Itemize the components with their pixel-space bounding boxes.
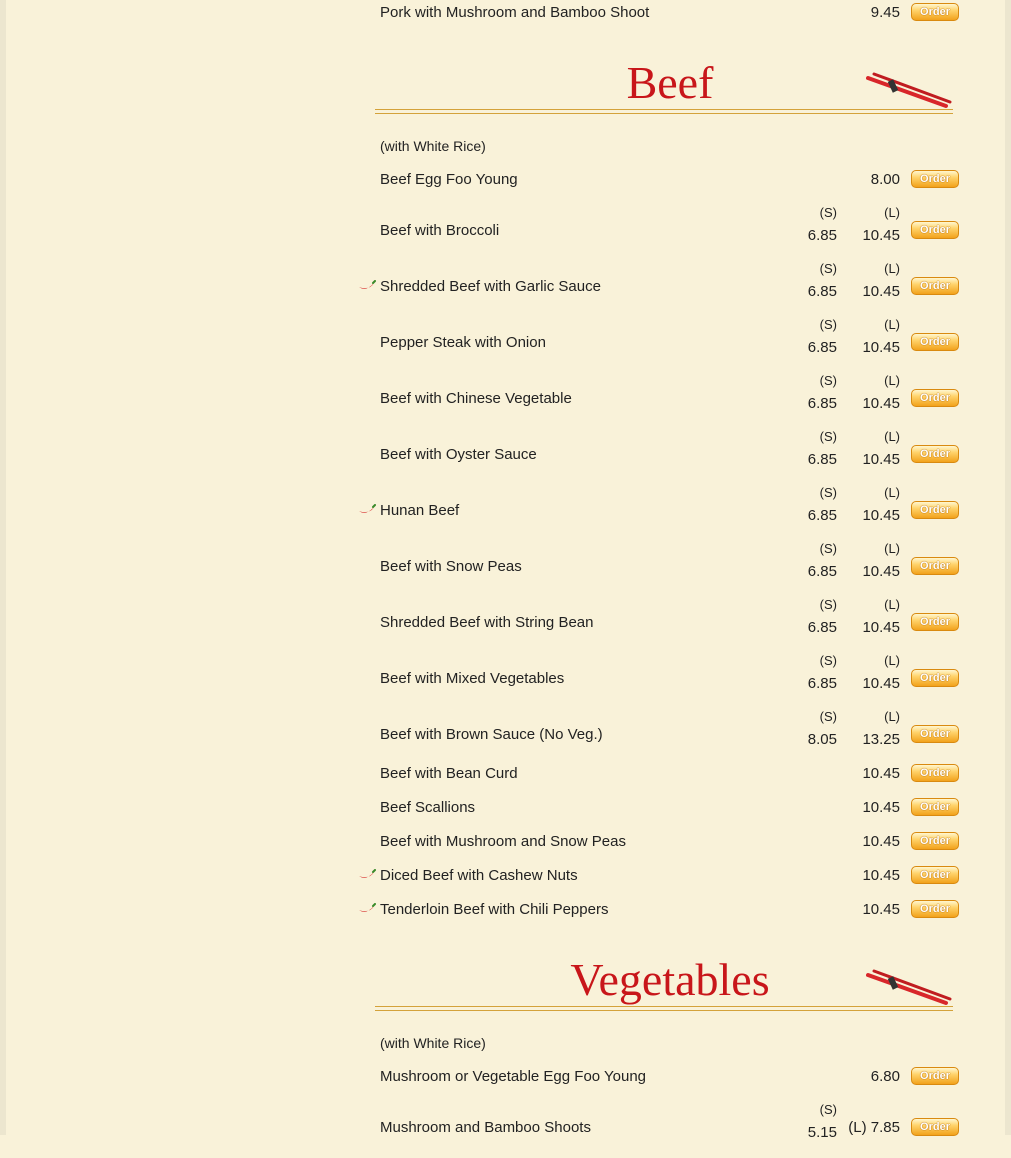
section-title-vegetables: Vegetables bbox=[570, 954, 770, 1005]
menu-item-name: Pepper Steak with Onion bbox=[380, 334, 546, 351]
menu-item-row bbox=[356, 171, 966, 205]
price-large: 10.45 bbox=[862, 283, 900, 300]
size-label-small: (S) bbox=[819, 541, 837, 556]
menu-item-name: Beef with Broccoli bbox=[380, 222, 500, 239]
price-small: 6.85 bbox=[807, 395, 837, 412]
size-label-small: (S) bbox=[819, 317, 837, 332]
menu-item-price: 6.80 bbox=[870, 1068, 900, 1085]
price-large: 10.45 bbox=[862, 675, 900, 692]
price-large: 10.45 bbox=[862, 451, 900, 468]
order-button[interactable]: Order bbox=[911, 866, 959, 884]
size-label-small: (S) bbox=[819, 205, 837, 220]
order-button[interactable]: Order bbox=[911, 798, 959, 816]
menu-item-row bbox=[356, 653, 966, 709]
menu-item-row bbox=[356, 429, 966, 485]
order-button[interactable]: Order bbox=[911, 170, 959, 188]
size-label-large: (L) bbox=[884, 373, 900, 388]
page-right-edge bbox=[1005, 0, 1011, 1135]
menu-item-name: Beef with Oyster Sauce bbox=[380, 446, 537, 463]
section-divider bbox=[375, 109, 953, 114]
menu-item-name: Beef Scallions bbox=[380, 799, 476, 816]
order-button[interactable]: Order bbox=[911, 221, 959, 239]
price-small: 6.85 bbox=[807, 227, 837, 244]
size-label-large: (L) bbox=[884, 485, 900, 500]
price-large: 10.45 bbox=[862, 339, 900, 356]
price-small: 6.85 bbox=[807, 619, 837, 636]
menu-item-name: Diced Beef with Cashew Nuts bbox=[380, 867, 578, 884]
menu-item-name: Beef with Chinese Vegetable bbox=[380, 390, 572, 407]
menu-item-row bbox=[356, 317, 966, 373]
size-label-small: (S) bbox=[819, 1102, 837, 1117]
size-label-large: (L) bbox=[884, 429, 900, 444]
size-label-large: (L) bbox=[884, 261, 900, 276]
order-button[interactable]: Order bbox=[911, 613, 959, 631]
menu-item-price: 10.45 bbox=[862, 901, 900, 918]
order-button[interactable]: Order bbox=[911, 333, 959, 351]
chopsticks-icon bbox=[866, 969, 952, 1009]
order-button[interactable]: Order bbox=[911, 389, 959, 407]
size-label-large: (L) bbox=[884, 205, 900, 220]
menu-item-row bbox=[356, 261, 966, 317]
size-label-small: (S) bbox=[819, 373, 837, 388]
menu-item-name: Shredded Beef with String Bean bbox=[380, 614, 594, 631]
section-note: (with White Rice) bbox=[380, 138, 486, 154]
price-small: 5.15 bbox=[807, 1124, 837, 1141]
menu-item-row bbox=[356, 1068, 966, 1102]
order-button[interactable]: Order bbox=[911, 725, 959, 743]
order-button[interactable]: Order bbox=[911, 1067, 959, 1085]
order-button[interactable]: Order bbox=[911, 445, 959, 463]
menu-item-price: 8.00 bbox=[870, 171, 900, 188]
order-button[interactable]: Order bbox=[911, 669, 959, 687]
size-label-large: (L) bbox=[884, 597, 900, 612]
menu-item-name: Beef Egg Foo Young bbox=[380, 171, 518, 188]
price-small: 6.85 bbox=[807, 507, 837, 524]
menu-item-name: Mushroom and Bamboo Shoots bbox=[380, 1119, 591, 1136]
menu-item-price: 9.45 bbox=[870, 4, 900, 21]
chopsticks-icon bbox=[866, 72, 952, 112]
menu-item-row bbox=[356, 833, 966, 867]
menu-item-name: Beef with Brown Sauce (No Veg.) bbox=[380, 726, 603, 743]
page-left-edge bbox=[0, 0, 6, 1135]
price-small: 6.85 bbox=[807, 675, 837, 692]
menu-item-price: 10.45 bbox=[862, 765, 900, 782]
price-large: 10.45 bbox=[862, 507, 900, 524]
menu-item-price: 10.45 bbox=[862, 867, 900, 884]
size-label-small: (S) bbox=[819, 653, 837, 668]
menu-item-price: 10.45 bbox=[862, 799, 900, 816]
menu-item-price: 10.45 bbox=[862, 833, 900, 850]
price-large: 13.25 bbox=[862, 731, 900, 748]
menu-item-row bbox=[356, 867, 966, 901]
menu-item-row bbox=[356, 799, 966, 833]
menu-item-name: Beef with Bean Curd bbox=[380, 765, 518, 782]
menu-item-name: Mushroom or Vegetable Egg Foo Young bbox=[380, 1068, 647, 1085]
size-label-small: (S) bbox=[819, 485, 837, 500]
menu-item-row bbox=[356, 765, 966, 799]
price-small: 6.85 bbox=[807, 283, 837, 300]
order-button[interactable]: Order bbox=[911, 3, 959, 21]
menu-item-row bbox=[356, 205, 966, 261]
section-title-beef: Beef bbox=[626, 57, 714, 108]
price-large: 10.45 bbox=[862, 563, 900, 580]
size-label-large: (L) bbox=[884, 709, 900, 724]
order-button[interactable]: Order bbox=[911, 277, 959, 295]
order-button[interactable]: Order bbox=[911, 832, 959, 850]
size-label-large: (L) bbox=[884, 317, 900, 332]
section-divider bbox=[375, 1006, 953, 1011]
menu-item-name: Tenderloin Beef with Chili Peppers bbox=[380, 901, 609, 918]
order-button[interactable]: Order bbox=[911, 1118, 959, 1136]
size-label-large: (L) bbox=[884, 653, 900, 668]
menu-item-name: Pork with Mushroom and Bamboo Shoot bbox=[380, 4, 650, 21]
size-label-small: (S) bbox=[819, 709, 837, 724]
menu-item-row bbox=[356, 541, 966, 597]
price-large: 10.45 bbox=[862, 227, 900, 244]
section-note: (with White Rice) bbox=[380, 1035, 486, 1051]
menu-item-name: Beef with Snow Peas bbox=[380, 558, 522, 575]
menu-item-row bbox=[356, 709, 966, 765]
menu-item-name: Beef with Mushroom and Snow Peas bbox=[380, 833, 626, 850]
price-large: 10.45 bbox=[862, 619, 900, 636]
size-label-large: (L) bbox=[884, 541, 900, 556]
price-small: 6.85 bbox=[807, 451, 837, 468]
menu-item-row bbox=[356, 901, 966, 935]
order-button[interactable]: Order bbox=[911, 501, 959, 519]
chili-pepper-icon bbox=[358, 280, 376, 292]
chili-pepper-icon bbox=[358, 504, 376, 516]
order-button[interactable]: Order bbox=[911, 900, 959, 918]
price-small: 6.85 bbox=[807, 563, 837, 580]
price-small: 8.05 bbox=[807, 731, 837, 748]
menu-item-name: Hunan Beef bbox=[380, 502, 460, 519]
price-large: (L) 7.85 bbox=[848, 1119, 900, 1136]
menu-item-row bbox=[356, 1102, 966, 1158]
price-small: 6.85 bbox=[807, 339, 837, 356]
chili-pepper-icon bbox=[358, 903, 376, 915]
size-label-small: (S) bbox=[819, 261, 837, 276]
price-large: 10.45 bbox=[862, 395, 900, 412]
menu-item-name: Shredded Beef with Garlic Sauce bbox=[380, 278, 601, 295]
menu-item-row bbox=[356, 4, 966, 24]
size-label-small: (S) bbox=[819, 429, 837, 444]
menu-item-row bbox=[356, 373, 966, 429]
menu-item-name: Beef with Mixed Vegetables bbox=[380, 670, 565, 687]
chili-pepper-icon bbox=[358, 869, 376, 881]
order-button[interactable]: Order bbox=[911, 764, 959, 782]
menu-item-row bbox=[356, 485, 966, 541]
menu-item-row bbox=[356, 597, 966, 653]
size-label-small: (S) bbox=[819, 597, 837, 612]
order-button[interactable]: Order bbox=[911, 557, 959, 575]
